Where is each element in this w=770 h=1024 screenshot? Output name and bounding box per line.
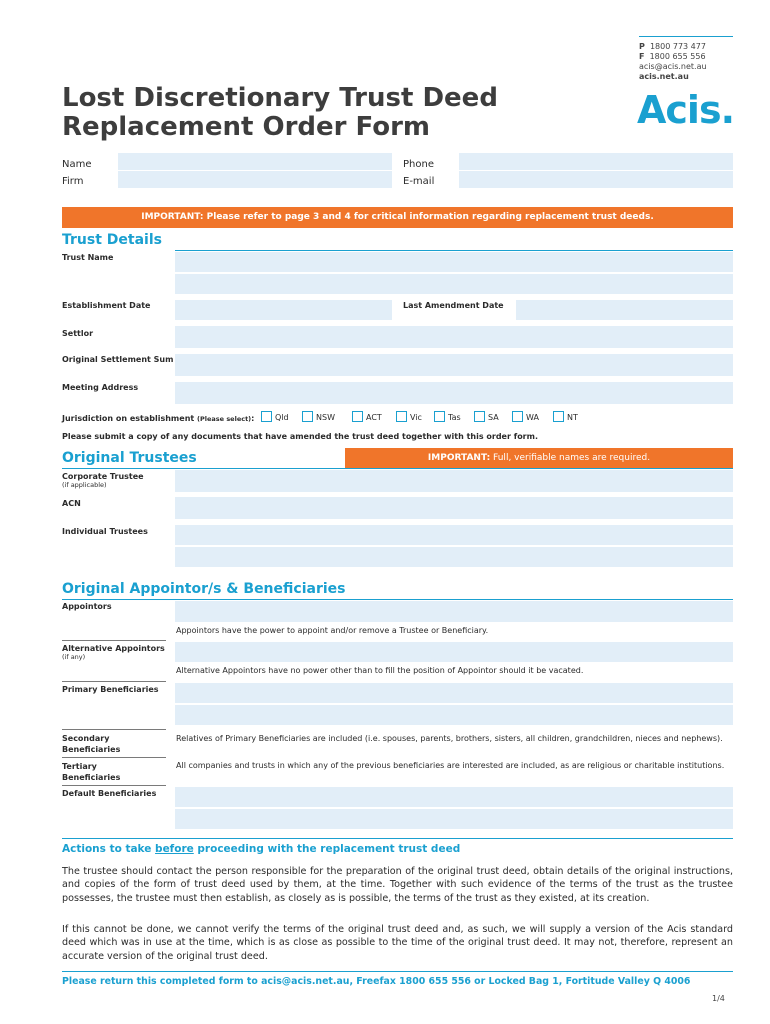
default-beneficiaries-label: Default Beneficiaries	[62, 789, 157, 798]
settlement-sum-label: Original Settlement Sum	[62, 355, 174, 364]
trust-details-heading: Trust Details	[62, 232, 162, 248]
checkbox-label-nt: NT	[567, 413, 578, 422]
default-rule	[62, 785, 166, 786]
trust-name-label: Trust Name	[62, 253, 114, 262]
meeting-address-label: Meeting Address	[62, 383, 139, 392]
checkbox-tas[interactable]	[434, 411, 445, 422]
contact-web: acis.net.au	[639, 72, 689, 81]
appointors-note: Appointors have the power to appoint and/or remove a Trustee or Beneficiary.	[176, 626, 489, 635]
trust-details-rule	[175, 250, 733, 251]
trust-name-field-2[interactable]	[175, 274, 733, 294]
firm-field[interactable]	[118, 171, 392, 188]
page-title: Lost Discretionary Trust Deed Replacement Order Form	[62, 83, 498, 142]
trustees-important-banner: IMPORTANT: Full, verifiable names are required.	[345, 448, 733, 468]
contact-email: acis@acis.net.au	[639, 62, 707, 71]
trust-name-field-1[interactable]	[175, 252, 733, 272]
meeting-address-field[interactable]	[175, 382, 733, 404]
contact-accent-line	[639, 36, 733, 37]
settlor-label: Settlor	[62, 329, 94, 338]
appointors-rule	[62, 599, 733, 600]
phone-field[interactable]	[459, 153, 733, 170]
appointors-label: Appointors	[62, 602, 112, 611]
primary-beneficiaries-field-2[interactable]	[175, 705, 733, 725]
name-label: Name	[62, 159, 92, 170]
individual-trustees-field-1[interactable]	[175, 525, 733, 545]
tertiary-beneficiaries-label: Tertiary Beneficiaries	[62, 762, 121, 782]
checkbox-sa[interactable]	[474, 411, 485, 422]
checkbox-qld[interactable]	[261, 411, 272, 422]
actions-paragraph-1: The trustee should contact the person responsible for the preparation of the original trust deed, obtain details of the original instructions, and copies of the form of trust deed used by them, at the time. Together with such evidence of the terms of the trust as the trustee possesses, the trustee must then establish, as closely as is possible, the terms of the trust as they existed, at its creation.	[62, 866, 733, 904]
default-beneficiaries-field-1[interactable]	[175, 787, 733, 807]
secondary-note: Relatives of Primary Beneficiaries are included (i.e. spouses, parents, brothers, sisters, all children, grandchildren, nieces and nephews).	[176, 734, 723, 743]
actions-rule	[62, 838, 733, 839]
checkbox-label-vic: Vic	[410, 413, 422, 422]
primary-beneficiaries-field-1[interactable]	[175, 683, 733, 703]
default-beneficiaries-field-2[interactable]	[175, 809, 733, 829]
alternative-appointors-label: Alternative Appointors (if any)	[62, 644, 165, 661]
email-field[interactable]	[459, 171, 733, 188]
checkbox-act[interactable]	[352, 411, 363, 422]
appointors-heading: Original Appointor/s & Beneficiaries	[62, 581, 346, 597]
acn-field[interactable]	[175, 497, 733, 519]
individual-trustees-label: Individual Trustees	[62, 527, 148, 536]
checkbox-nt[interactable]	[553, 411, 564, 422]
jurisdiction-label: Jurisdiction on establishment (Please select):	[62, 414, 255, 423]
primary-rule	[62, 681, 166, 682]
email-label: E-mail	[403, 176, 435, 187]
trustees-rule	[62, 468, 733, 469]
actions-heading: Actions to take before proceeding with the replacement trust deed	[62, 843, 461, 855]
checkbox-label-tas: Tas	[448, 413, 461, 422]
original-trustees-heading: Original Trustees	[62, 450, 197, 466]
firm-label: Firm	[62, 176, 84, 187]
last-amendment-date-field[interactable]	[516, 300, 733, 320]
alt-appointors-rule	[62, 640, 166, 641]
establishment-date-label: Establishment Date	[62, 301, 151, 310]
primary-beneficiaries-label: Primary Beneficiaries	[62, 685, 159, 694]
appointors-field[interactable]	[175, 601, 733, 622]
amend-note: Please submit a copy of any documents that have amended the trust deed together with this order form.	[62, 432, 539, 441]
checkbox-label-wa: WA	[526, 413, 539, 422]
checkbox-wa[interactable]	[512, 411, 523, 422]
settlor-field[interactable]	[175, 326, 733, 348]
contact-block	[639, 42, 749, 82]
checkbox-nsw[interactable]	[302, 411, 313, 422]
checkbox-label-sa: SA	[488, 413, 499, 422]
checkbox-label-qld: Qld	[275, 413, 289, 422]
establishment-date-field[interactable]	[175, 300, 392, 320]
alternative-appointors-field[interactable]	[175, 642, 733, 662]
page-number: 1/4	[712, 994, 725, 1003]
corporate-trustee-label: Corporate Trustee (if applicable)	[62, 472, 144, 489]
checkbox-label-act: ACT	[366, 413, 382, 422]
phone-label: Phone	[403, 159, 434, 170]
individual-trustees-field-2[interactable]	[175, 547, 733, 567]
actions-paragraph-2: If this cannot be done, we cannot verify the terms of the original trust deed and, as such, we will supply a version of the Acis standard deed which was in use at the time, which is as close as possible to the time of the original trust deed. It may not, therefore, represent an accurate version of the original trust deed.	[62, 924, 733, 962]
footer-rule	[62, 971, 733, 972]
checkbox-vic[interactable]	[396, 411, 407, 422]
settlement-sum-field[interactable]	[175, 354, 733, 376]
name-field[interactable]	[118, 153, 392, 170]
last-amendment-date-label: Last Amendment Date	[403, 301, 504, 310]
corporate-trustee-field[interactable]	[175, 470, 733, 492]
contact-fax: F 1800 655 556	[639, 52, 706, 61]
important-banner: IMPORTANT: Please refer to page 3 and 4 for critical information regarding replacement trust deeds.	[62, 207, 733, 228]
acis-logo: Acis.	[637, 88, 735, 132]
acn-label: ACN	[62, 499, 81, 508]
checkbox-label-nsw: NSW	[316, 413, 335, 422]
alternative-appointors-note: Alternative Appointors have no power other than to fill the position of Appointor should it be vacated.	[176, 666, 584, 675]
secondary-rule	[62, 729, 166, 730]
secondary-beneficiaries-label: Secondary Beneficiaries	[62, 734, 121, 754]
return-instructions: Please return this completed form to acis@acis.net.au, Freefax 1800 655 556 or Locked Bag 1, Fortitude Valley Q 4006	[62, 976, 691, 987]
tertiary-note: All companies and trusts in which any of the previous beneficiaries are interested are included, as are religious or charitable institutions.	[176, 761, 725, 770]
tertiary-rule	[62, 757, 166, 758]
contact-phone: P 1800 773 477	[639, 42, 706, 51]
